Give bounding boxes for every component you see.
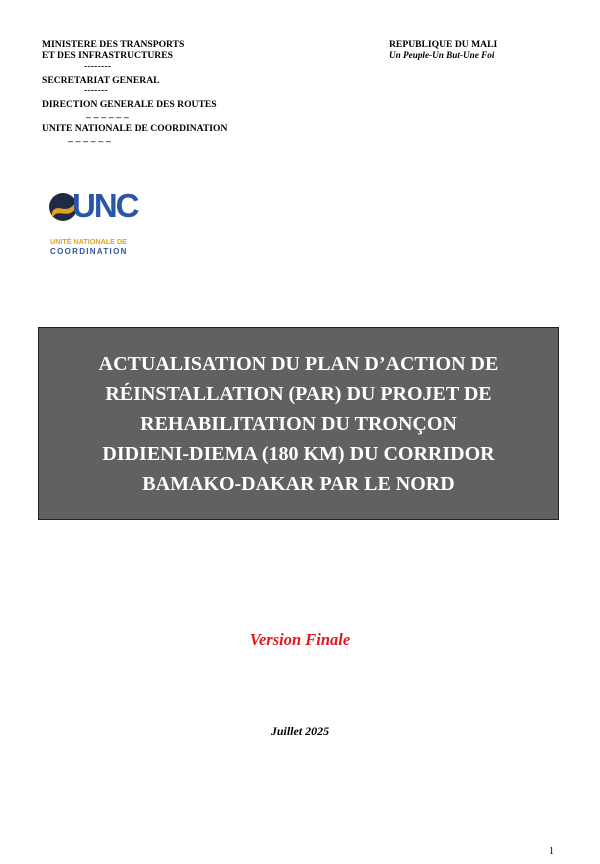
logo-subtitle-line1: UNITÉ NATIONALE DE — [50, 237, 127, 246]
version-label: Version Finale — [249, 630, 351, 649]
ministry-header — [42, 39, 342, 143]
logo-subtitle-line2: COORDINATION — [50, 247, 128, 256]
republic-name: REPUBLIQUE DU MALI — [389, 39, 498, 50]
separator: _ _ _ _ _ _ — [68, 133, 111, 144]
unit-name: UNITE NATIONALE DE COORDINATION — [42, 123, 228, 134]
page-number: 1 — [549, 846, 554, 857]
republic-header — [389, 39, 497, 61]
separator: -------- — [84, 61, 112, 72]
document-title: ACTUALISATION DU PLAN D’ACTION DE RÉINSTALLATION (PAR) DU PROJET DE REHABILITATION DU TRONÇON DIDIENI-DIEMA (180 KM) DU CORRIDOR BAMAKO-DAKAR PAR LE NORD — [98, 352, 499, 495]
national-motto: Un Peuple-Un But-Une Foi — [389, 50, 495, 60]
title-box — [38, 327, 559, 520]
ministry-name-line1: MINISTERE DES TRANSPORTS — [42, 39, 185, 50]
separator: _ _ _ _ _ _ — [86, 109, 129, 120]
logo-wordmark: UNC — [72, 187, 138, 224]
secretariat-name: SECRETARIAT GENERAL — [42, 75, 160, 86]
separator: ------- — [84, 85, 108, 96]
document-date: Juillet 2025 — [270, 724, 330, 738]
ministry-name-line2: ET DES INFRASTRUCTURES — [42, 50, 173, 61]
unc-logo — [48, 187, 168, 260]
direction-name: DIRECTION GENERALE DES ROUTES — [42, 99, 217, 110]
